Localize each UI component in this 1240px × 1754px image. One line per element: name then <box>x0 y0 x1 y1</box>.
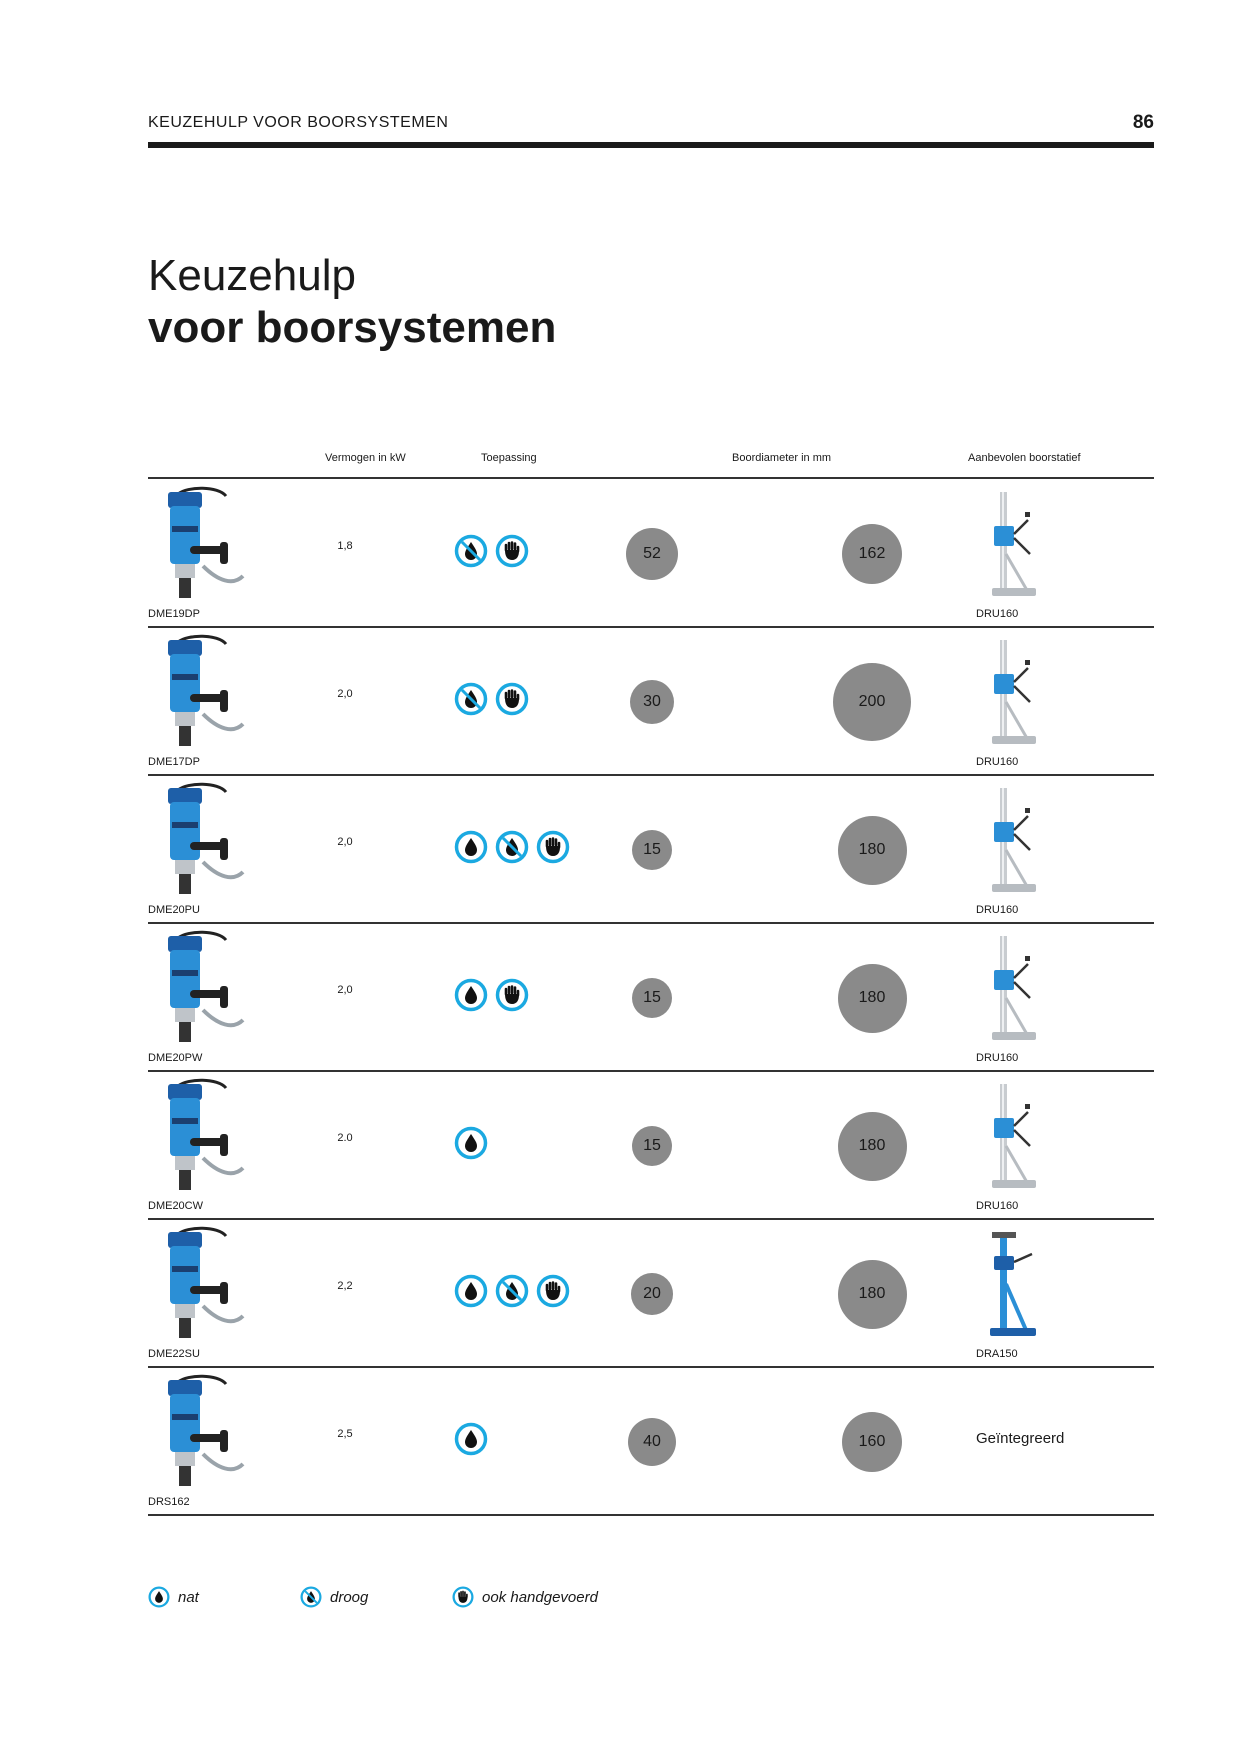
drill-stand-image <box>970 484 1050 604</box>
diameter-max-circle: 200 <box>833 663 911 741</box>
legend-label: nat <box>178 1588 199 1606</box>
page-header <box>148 110 1154 150</box>
wet-drop-icon <box>454 1422 488 1456</box>
drill-image <box>148 1374 248 1494</box>
table-row <box>148 924 1154 1072</box>
application-icons <box>454 1126 488 1160</box>
diameter-max-circle: 162 <box>842 524 903 585</box>
hand-icon <box>536 1274 570 1308</box>
drill-image <box>148 486 248 606</box>
drill-image <box>148 930 248 1050</box>
power-value: 1,8 <box>337 540 353 552</box>
diameter-min-circle: 52 <box>626 528 678 580</box>
table-row <box>148 628 1154 776</box>
wet-drop-icon <box>148 1586 170 1608</box>
stand-model: Geïntegreerd <box>976 1430 1065 1447</box>
power-value: 2.0 <box>337 1132 353 1144</box>
application-icons <box>454 978 529 1012</box>
drill-stand-image <box>970 1224 1050 1344</box>
drill-image <box>148 1226 248 1346</box>
legend-item-handgevoerd <box>452 1586 598 1608</box>
diameter-max-circle: 180 <box>838 1260 907 1329</box>
table-row <box>148 1368 1154 1516</box>
diameter-min-circle: 20 <box>631 1273 673 1315</box>
row-divider <box>148 1514 1154 1516</box>
table-row <box>148 1072 1154 1220</box>
model-name: DME20PU <box>148 904 200 916</box>
drill-image <box>148 1078 248 1198</box>
model-name: DME22SU <box>148 1348 200 1360</box>
drill-stand-image <box>970 632 1050 752</box>
table-header-rule <box>148 477 1154 479</box>
diameter-min-circle: 15 <box>632 830 672 870</box>
diameter-min-circle: 15 <box>632 978 672 1018</box>
hand-icon <box>495 682 529 716</box>
hand-icon <box>536 830 570 864</box>
model-name: DME20PW <box>148 1052 203 1064</box>
diameter-min-circle: 15 <box>632 1126 672 1166</box>
application-icons <box>454 682 529 716</box>
power-value: 2,0 <box>337 984 353 996</box>
title-line-1: Keuzehulp <box>148 251 356 300</box>
power-value: 2,0 <box>337 688 353 700</box>
hand-icon <box>452 1586 474 1608</box>
legend-item-droog <box>300 1586 368 1608</box>
table-row <box>148 480 1154 628</box>
table-row <box>148 1220 1154 1368</box>
diameter-max-circle: 160 <box>842 1412 902 1472</box>
diameter-max-circle: 180 <box>838 964 907 1033</box>
stand-model: DRU160 <box>976 608 1019 620</box>
stand-model: DRU160 <box>976 1200 1019 1212</box>
stand-model: DRA150 <box>976 1348 1018 1360</box>
drill-image <box>148 634 248 754</box>
diameter-min-circle: 30 <box>630 680 675 725</box>
application-icons <box>454 830 570 864</box>
dry-drop-icon <box>300 1586 322 1608</box>
power-value: 2,0 <box>337 836 353 848</box>
diameter-min-circle: 40 <box>628 1418 676 1466</box>
title-line-2: voor boorsystemen <box>148 303 557 352</box>
stand-model: DRU160 <box>976 904 1019 916</box>
legend-label: droog <box>330 1588 369 1606</box>
section-title: KEUZEHULP VOOR BOORSYSTEMEN <box>148 114 449 131</box>
model-name: DME19DP <box>148 608 200 620</box>
column-header-diameter: Boordiameter in mm <box>732 452 832 464</box>
header-rule <box>148 142 1154 148</box>
diameter-max-circle: 180 <box>838 816 907 885</box>
hand-icon <box>495 534 529 568</box>
wet-drop-icon <box>454 830 488 864</box>
hand-icon <box>495 978 529 1012</box>
application-icons <box>454 1422 488 1456</box>
dry-drop-icon <box>495 830 529 864</box>
column-header-stand: Aanbevolen boorstatief <box>968 452 1081 464</box>
legend-item-nat <box>148 1586 199 1608</box>
drill-stand-image <box>970 780 1050 900</box>
model-name: DRS162 <box>148 1496 190 1508</box>
power-value: 2,5 <box>337 1428 353 1440</box>
wet-drop-icon <box>454 1274 488 1308</box>
model-name: DME17DP <box>148 756 200 768</box>
dry-drop-icon <box>454 534 488 568</box>
legend-label: ook handgevoerd <box>482 1588 598 1606</box>
drill-stand-image <box>970 1076 1050 1196</box>
page-number: 86 <box>1132 112 1154 133</box>
stand-model: DRU160 <box>976 756 1019 768</box>
diameter-max-circle: 180 <box>838 1112 907 1181</box>
page-title <box>148 250 556 354</box>
dry-drop-icon <box>495 1274 529 1308</box>
application-icons <box>454 1274 570 1308</box>
application-icons <box>454 534 529 568</box>
dry-drop-icon <box>454 682 488 716</box>
drill-image <box>148 782 248 902</box>
column-header-power: Vermogen in kW <box>325 452 406 464</box>
model-name: DME20CW <box>148 1200 204 1212</box>
column-header-application: Toepassing <box>481 452 537 464</box>
wet-drop-icon <box>454 978 488 1012</box>
wet-drop-icon <box>454 1126 488 1160</box>
power-value: 2,2 <box>337 1280 353 1292</box>
table-row <box>148 776 1154 924</box>
drill-stand-image <box>970 928 1050 1048</box>
stand-model: DRU160 <box>976 1052 1019 1064</box>
